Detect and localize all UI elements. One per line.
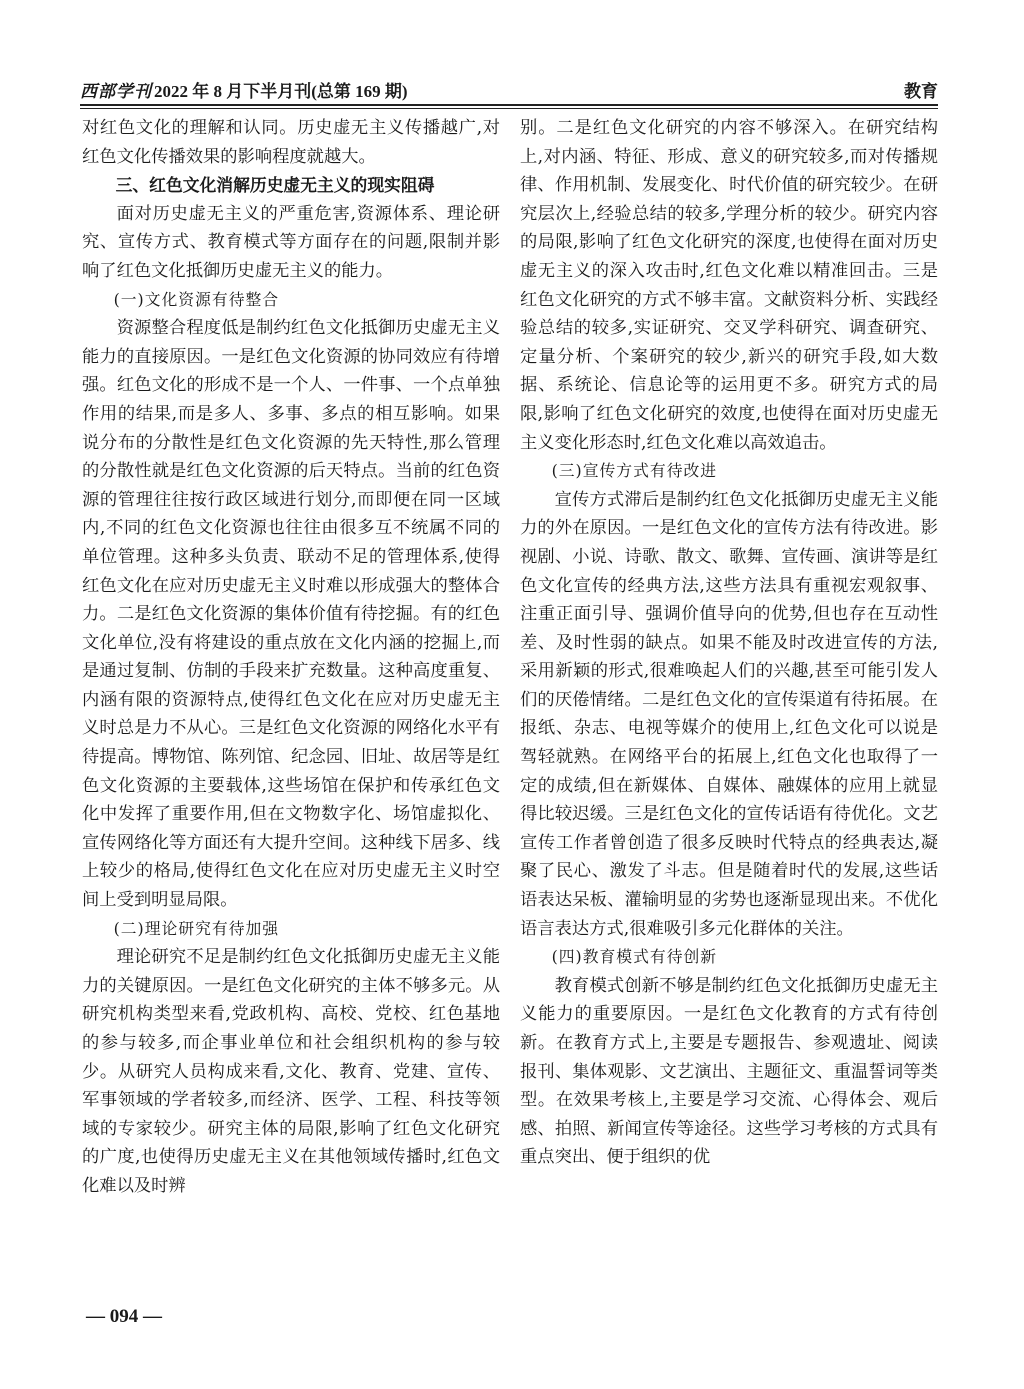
header-rule-thick — [80, 104, 938, 106]
paragraph: 教育模式创新不够是制约红色文化抵御历史虚无主义能力的重要原因。一是红色文化教育的方式有待创新。在教育方式上,主要是专题报告、参观遗址、阅读报刊、集体观影、文艺演出、主题征文、重温誓词等类型。在效果考核上,主要是学习交流、心得体会、观后感、拍照、新闻宣传等途径。这些学习考核的方式具有重点突出、便于组织的优 — [520, 975, 938, 1168]
right-column — [520, 114, 938, 1294]
paragraph: 理论研究不足是制约红色文化抵御历史虚无主义能力的关键原因。一是红色文化研究的主体不够多元。从研究机构类型来看,党政机构、高校、党校、红色基地的参与较多,而企事业单位和社会组织机构的参与较少。从研究人员构成来看,文化、教育、党建、宣传、军事领域的学者较多,而经济、医学、工程、科技等领域的专家较少。研究主体的局限,影响了红色文化研究的广度,也使得历史虚无主义在其他领域传播时,红色文化难以及时辨 — [82, 947, 500, 1196]
subsection-heading: (四)教育模式有待创新 — [551, 947, 718, 967]
subsection-heading: (二)理论研究有待加强 — [113, 918, 280, 938]
journal-logo: 西部学刊 — [80, 82, 152, 102]
left-column — [82, 114, 500, 1294]
section-name: 教育 — [904, 82, 938, 102]
header-rule-thin — [80, 108, 938, 109]
subsection-heading: (三)宣传方式有待改进 — [551, 461, 718, 481]
running-header — [80, 74, 938, 102]
page-number: — 094 — — [86, 1306, 162, 1327]
paragraph: 对红色文化的理解和认同。历史虚无主义传播越广,对红色文化传播效果的影响程度就越大。 — [82, 118, 500, 167]
issue-info: 2022 年 8 月下半月刊(总第 169 期) — [154, 82, 408, 101]
subsection-heading: (一)文化资源有待整合 — [113, 289, 280, 309]
paragraph: 资源整合程度低是制约红色文化抵御历史虚无主义能力的直接原因。一是红色文化资源的协同效应有待增强。红色文化的形成不是一个人、一件事、一个点单独作用的结果,而是多人、多事、多点的相互影响。如果说分布的分散性是红色文化资源的先天特性,那么管理的分散性就是红色文化资源的后天特点。当前的红色资源的管理往往按行政区域进行划分,而即便在同一区域内,不同的红色文化资源也往往由很多互不统属不同的单位管理。这种多头负责、联动不足的管理体系,使得红色文化在应对历史虚无主义时难以形成强大的整体合力。二是红色文化资源的集体价值有待挖掘。有的红色文化单位,没有将建设的重点放在文化内涵的挖掘上,而是通过复制、仿制的手段来扩充数量。这种高度重复、内涵有限的资源特点,使得红色文化在应对历史虚无主义时总是力不从心。三是红色文化资源的网络化水平有待提高。博物馆、陈列馆、纪念园、旧址、故居等是红色文化资源的主要载体,这些场馆在保护和传承红色文化中发挥了重要作用,但在文物数字化、场馆虚拟化、宣传网络化等方面还有大提升空间。这种线下居多、线上较少的格局,使得红色文化在应对历史虚无主义时空间上受到明显局限。 — [82, 318, 500, 911]
header-left — [80, 82, 408, 102]
paragraph: 宣传方式滞后是制约红色文化抵御历史虚无主义能力的外在原因。一是红色文化的宣传方法有待改进。影视剧、小说、诗歌、散文、歌舞、宣传画、演讲等是红色文化宣传的经典方法,这些方法具有重视宏观叙事、注重正面引导、强调价值导向的优势,但也存在互动性差、及时性弱的缺点。如果不能及时改进宣传的方法,采用新颖的形式,很难唤起人们的兴趣,甚至可能引发人们的厌倦情绪。二是红色文化的宣传渠道有待拓展。在报纸、杂志、电视等媒介的使用上,红色文化可以说是驾轻就熟。在网络平台的拓展上,红色文化也取得了一定的成绩,但在新媒体、自媒体、融媒体的应用上就显得比较迟缓。三是红色文化的宣传话语有待优化。文艺宣传工作者曾创造了很多反映时代特点的经典表达,凝聚了民心、激发了斗志。但是随着时代的发展,这些话语表达呆板、灌输明显的劣势也逐渐显现出来。不优化语言表达方式,很难吸引多元化群体的关注。 — [520, 489, 938, 939]
section-heading: 三、红色文化消解历史虚无主义的现实阻碍 — [115, 175, 435, 196]
paragraph: 别。二是红色文化研究的内容不够深入。在研究结构上,对内涵、特征、形成、意义的研究较多,而对传播规律、作用机制、发展变化、时代价值的研究较少。在研究层次上,经验总结的较多,学理分析的较少。研究内容的局限,影响了红色文化研究的深度,也使得在面对历史虚无主义的深入攻击时,红色文化难以精准回击。三是红色文化研究的方式不够丰富。文献资料分析、实践经验总结的较多,实证研究、交叉学科研究、调查研究、定量分析、个案研究的较少,新兴的研究手段,如大数据、系统论、信息论等的运用更不多。研究方式的局限,影响了红色文化研究的效度,也使得在面对历史虚无主义变化形态时,红色文化难以高效追击。 — [520, 118, 938, 453]
paragraph: 面对历史虚无主义的严重危害,资源体系、理论研究、宣传方式、教育模式等方面存在的问题,限制并影响了红色文化抵御历史虚无主义的能力。 — [82, 203, 500, 281]
